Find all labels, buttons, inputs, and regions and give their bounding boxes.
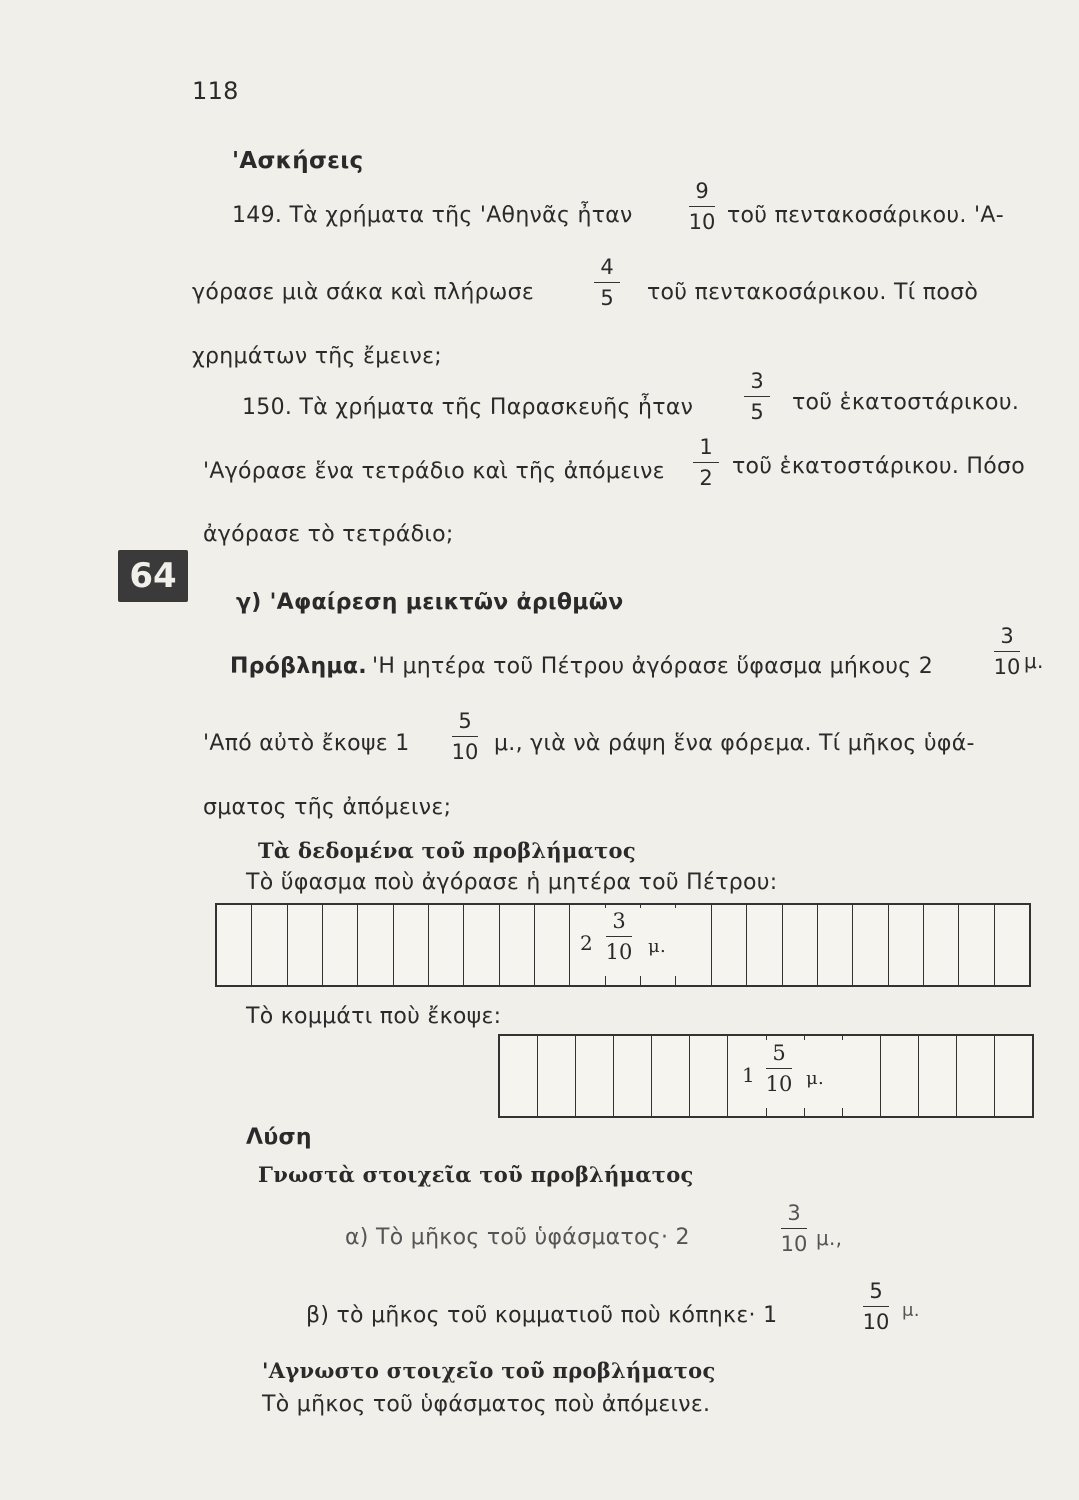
ex150-fraction-1 — [742, 370, 772, 423]
ex149-fraction-1 — [687, 180, 717, 233]
fraction-bar — [766, 1068, 792, 1069]
given-heading: Τὰ δεδομένα τοῦ προβλήματος — [258, 838, 636, 863]
ex150-line2-b: τοῦ ἑκατοστάρικου. Πόσο — [732, 454, 1026, 479]
known-b-text: β) τὸ μῆκος τοῦ κομματιοῦ ποὺ κόπηκε· 1 — [306, 1303, 778, 1328]
page-number: 118 — [192, 77, 239, 105]
unknown-heading: 'Αγνωστο στοιχεῖο τοῦ προβλήματος — [262, 1358, 716, 1383]
known-heading: Γνωστὰ στοιχεῖα τοῦ προβλήματος — [258, 1162, 694, 1187]
fabric-bar-segment — [712, 905, 747, 985]
known-a-unit: μ., — [816, 1226, 843, 1250]
fabric-caption: Τὸ ὕφασμα ποὺ ἀγόρασε ἡ μητέρα τοῦ Πέτρου: — [246, 870, 778, 895]
known-b-denominator: 10 — [862, 1310, 890, 1334]
piece-bar-segment — [576, 1036, 614, 1116]
ex149-fraction-1-numerator: 9 — [695, 179, 709, 203]
ex150-fraction-1-denominator: 5 — [750, 400, 764, 424]
problem-line2-a: 'Από αὐτὸ ἔκοψε 1 — [203, 731, 410, 756]
piece-bar-segment — [957, 1036, 995, 1116]
ex150-fraction-2-denominator: 2 — [699, 466, 713, 490]
fabric-bar-label — [572, 908, 696, 976]
fraction-bar — [594, 282, 620, 283]
known-b-numerator: 5 — [869, 1279, 883, 1303]
ex149-line3: χρημάτων τῆς ἔμεινε; — [192, 344, 442, 369]
ex150-fraction-1-numerator: 3 — [750, 369, 764, 393]
known-b-unit: μ. — [902, 1300, 920, 1321]
known-a-fraction — [779, 1202, 809, 1255]
known-a-numerator: 3 — [787, 1201, 801, 1225]
piece-bar-fraction — [764, 1042, 794, 1095]
ex149-line2-a: γόρασε μιὰ σάκα καὶ πλήρωσε — [192, 280, 535, 305]
fabric-bar-segment — [535, 905, 570, 985]
fabric-bar-segment — [252, 905, 287, 985]
fabric-bar-segment — [924, 905, 959, 985]
fabric-bar-segment — [995, 905, 1029, 985]
ex149-fraction-2-denominator: 5 — [600, 286, 614, 310]
known-a-text: α) Τὸ μῆκος τοῦ ὑφάσματος· 2 — [345, 1225, 690, 1250]
piece-bar-whole: 1 — [742, 1063, 756, 1087]
piece-bar-segment — [919, 1036, 957, 1116]
fraction-bar — [994, 651, 1020, 652]
fraction-bar — [606, 936, 632, 937]
piece-caption: Τὸ κομμάτι ποὺ ἔκοψε: — [246, 1004, 502, 1029]
ex149-line2-b: τοῦ πεντακοσάρικου. Τί ποσὸ — [647, 280, 979, 305]
fraction-bar — [452, 736, 478, 737]
fabric-bar-segment — [818, 905, 853, 985]
fabric-bar-fraction — [604, 910, 634, 963]
problem-fraction-1-numerator: 3 — [1000, 624, 1014, 648]
fabric-bar-segment — [853, 905, 888, 985]
solution-heading: Λύση — [246, 1125, 312, 1150]
piece-bar-denominator: 10 — [765, 1072, 793, 1096]
ex150-line3: ἀγόρασε τὸ τετράδιο; — [203, 522, 454, 547]
ex149-fraction-1-denominator: 10 — [688, 210, 716, 234]
problem-fraction-1-denominator: 10 — [993, 655, 1021, 679]
piece-bar-unit: μ. — [806, 1068, 825, 1089]
fabric-bar-segment — [783, 905, 818, 985]
piece-bar-numerator: 5 — [772, 1041, 786, 1065]
fabric-bar-denominator: 10 — [605, 940, 633, 964]
ex150-line1-a: 150. Τὰ χρήματα τῆς Παρασκευῆς ἦταν — [242, 395, 694, 420]
fabric-bar-unit: μ. — [648, 936, 667, 957]
problem-line3: σματος τῆς ἀπόμεινε; — [203, 795, 452, 820]
fabric-bar-whole: 2 — [580, 931, 594, 955]
known-a-denominator: 10 — [780, 1232, 808, 1256]
problem-line1: 'Η μητέρα τοῦ Πέτρου ἀγόρασε ὕφασμα μήκους 2 — [372, 654, 934, 679]
fraction-bar — [689, 206, 715, 207]
ex149-line1-a: 149. Τὰ χρήματα τῆς 'Αθηνᾶς ἦταν — [232, 203, 633, 228]
fabric-bar-segment — [959, 905, 994, 985]
exercises-heading: 'Ασκήσεις — [232, 148, 364, 174]
problem-fraction-1 — [992, 625, 1022, 678]
problem-fraction-2-numerator: 5 — [458, 709, 472, 733]
piece-bar-segment — [500, 1036, 538, 1116]
piece-bar-segment — [995, 1036, 1032, 1116]
fraction-bar — [744, 396, 770, 397]
ex150-fraction-2-numerator: 1 — [699, 435, 713, 459]
fabric-bar-numerator: 3 — [612, 909, 626, 933]
unknown-text: Τὸ μῆκος τοῦ ὑφάσματος ποὺ ἀπόμεινε. — [262, 1392, 711, 1417]
fraction-bar — [781, 1228, 807, 1229]
problem-fraction-2-denominator: 10 — [451, 740, 479, 764]
fabric-bar-segment — [500, 905, 535, 985]
ex149-fraction-2 — [592, 256, 622, 309]
piece-bar-segment — [690, 1036, 728, 1116]
piece-bar-label — [734, 1040, 852, 1108]
fabric-bar-segment — [429, 905, 464, 985]
piece-bar-segment — [652, 1036, 690, 1116]
fabric-bar-segment — [464, 905, 499, 985]
ex149-line1-b: τοῦ πεντακοσάρικου. 'Α- — [727, 203, 1004, 228]
ex150-line2-a: 'Αγόρασε ἕνα τετράδιο καὶ τῆς ἀπόμεινε — [203, 459, 665, 484]
problem-label: Πρόβλημα. — [230, 654, 367, 679]
problem-fraction-2 — [450, 710, 480, 763]
piece-bar-segment — [614, 1036, 652, 1116]
fabric-bar-segment — [747, 905, 782, 985]
section-number-badge: 64 — [118, 550, 188, 602]
section-title: γ) 'Αφαίρεση μεικτῶν ἀριθμῶν — [236, 590, 624, 615]
piece-bar-segment — [881, 1036, 919, 1116]
ex150-line1-b: τοῦ ἑκατοστάρικου. — [792, 390, 1020, 415]
problem-line2-b: μ., γιὰ νὰ ράψη ἕνα φόρεμα. Τί μῆκος ὑφά- — [494, 731, 975, 756]
fabric-bar-segment — [323, 905, 358, 985]
fraction-bar — [693, 462, 719, 463]
fabric-bar-segment — [358, 905, 393, 985]
ex150-fraction-2 — [691, 436, 721, 489]
fabric-bar-segment — [288, 905, 323, 985]
piece-bar-segment — [538, 1036, 576, 1116]
known-b-fraction — [861, 1280, 891, 1333]
fraction-bar — [863, 1306, 889, 1307]
problem-unit-1: μ. — [1024, 649, 1044, 673]
fabric-bar-segment — [889, 905, 924, 985]
ex149-fraction-2-numerator: 4 — [600, 255, 614, 279]
fabric-bar-segment — [394, 905, 429, 985]
fabric-bar-segment — [217, 905, 252, 985]
